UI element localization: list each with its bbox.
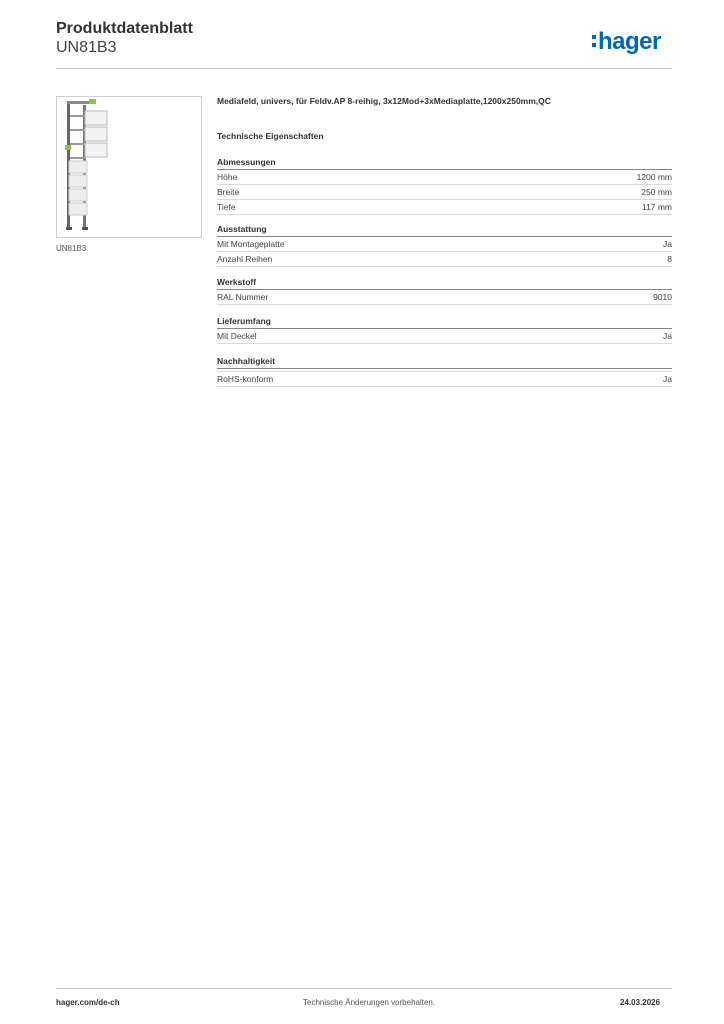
spec-label: RoHS-konform [217, 374, 274, 384]
spec-value: 1200 mm [636, 172, 672, 182]
section-title: Technische Eigenschaften [217, 131, 324, 141]
spec-row [217, 200, 672, 215]
spec-label: Höhe [217, 172, 238, 182]
group-title: Lieferumfang [217, 315, 672, 329]
spec-row [217, 371, 672, 387]
spec-row [217, 170, 672, 185]
group-title: Werkstoff [217, 276, 672, 290]
spec-value: 9010 [653, 292, 672, 302]
group-title: Nachhaltigkeit [217, 355, 672, 369]
product-code: UN81B3 [56, 39, 117, 56]
spec-label: Anzahl Reihen [217, 254, 273, 264]
group-title: Ausstattung [217, 223, 672, 237]
hager-logo [592, 28, 661, 56]
spec-value: Ja [663, 331, 672, 341]
spec-value: 8 [667, 254, 672, 264]
spec-row [217, 185, 672, 200]
spec-label: RAL Nummer [217, 292, 269, 302]
logo-dots-icon [592, 35, 596, 51]
spec-row [217, 329, 672, 344]
image-caption: UN81B3 [56, 244, 87, 253]
spec-value: 117 mm [641, 202, 672, 212]
footer-divider [56, 988, 672, 989]
spec-label: Breite [217, 187, 240, 197]
footer-website-link[interactable]: hager.com/de-ch [56, 998, 120, 1007]
spec-label: Tiefe [217, 202, 236, 212]
group-abmessungen [217, 156, 672, 215]
group-nachhaltigkeit [217, 355, 672, 387]
footer-date: 24.03.2026 [620, 998, 661, 1007]
spec-row [217, 252, 672, 267]
spec-row [217, 290, 672, 305]
spec-label: Mit Deckel [217, 331, 257, 341]
group-title: Abmessungen [217, 156, 672, 170]
spec-row [217, 237, 672, 252]
spec-label: Mit Montageplatte [217, 239, 285, 249]
group-werkstoff [217, 276, 672, 305]
spec-value: Ja [663, 239, 672, 249]
footer-notice: Technische Änderungen vorbehalten. [303, 998, 436, 1007]
logo-text: hager [598, 28, 661, 55]
page-title: Produktdatenblatt [56, 20, 193, 37]
group-lieferumfang [217, 315, 672, 344]
header-divider [56, 68, 672, 69]
product-description: Mediafeld, univers, für Feldv.AP 8-reihig, 3x12Mod+3xMediaplatte,1200x250mm,QC [217, 96, 551, 106]
spec-value: Ja [663, 374, 672, 384]
group-ausstattung [217, 223, 672, 267]
product-image [56, 96, 202, 238]
spec-value: 250 mm [641, 187, 672, 197]
media-panel-illustration [57, 97, 201, 237]
